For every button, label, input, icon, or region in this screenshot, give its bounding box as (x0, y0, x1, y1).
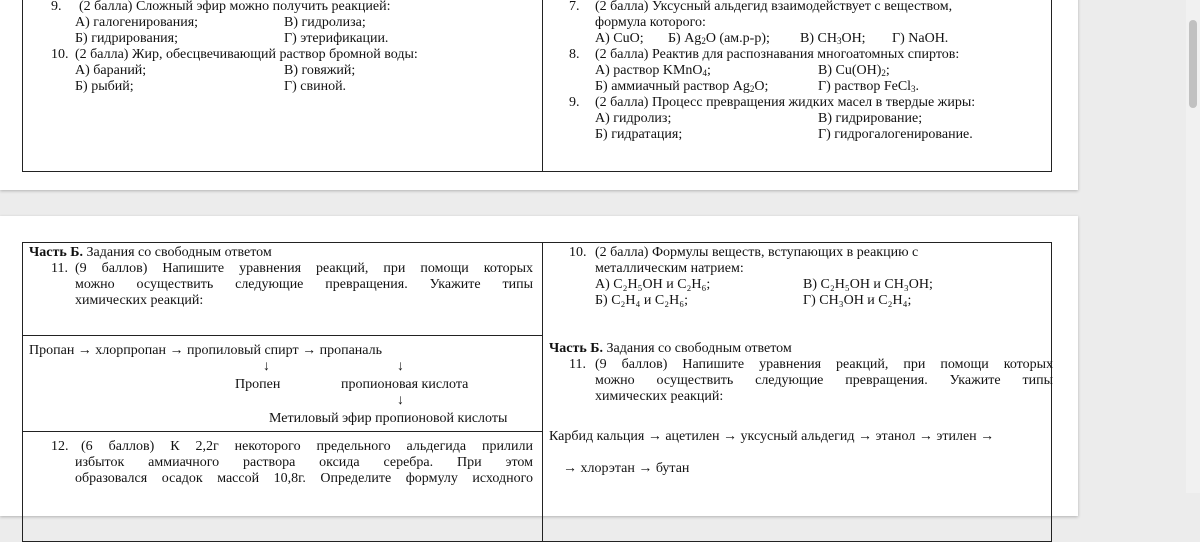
transformation-scheme-right-row-1: Карбид кальция → ацетилен → уксусный альдегид → этанол → этилен → (549, 429, 995, 444)
question-8-option-v: В) $Cu(OH)_2$; (818, 63, 890, 78)
question-7-text-2: формула которого: (595, 15, 706, 30)
question-8-option-a: А) раствор KMnO$_4$; (595, 63, 711, 78)
arrow-down-1: ↓ (263, 359, 270, 374)
question-11-number: 11. (51, 261, 68, 276)
question-9-number: 9. (51, 0, 62, 14)
question-10-option-v: В) говяжий; (284, 63, 356, 78)
question-7-option-a: А) CuO; (595, 31, 644, 46)
question-9r-option-b: Б) гидратация; (595, 127, 683, 142)
question-9r-text: (2 балла) Процесс превращения жидких масел в твердые жиры: (595, 95, 976, 110)
vertical-scrollbar[interactable] (1186, 0, 1200, 493)
question-12-line-1: (6 баллов) К 2,2г некоторого предельного альдегида прилили (81, 439, 533, 454)
question-8-number: 8. (569, 47, 580, 62)
document-page-2 (0, 216, 1078, 516)
question-11-line-1: (9 баллов) Напишите уравнения реакций, при помощи которых (75, 261, 533, 276)
transformation-scheme-right-row-2: → хлорэтан → бутан (563, 461, 690, 476)
question-10r-option-b: Б) C₂H₄ и C₂H₆; (595, 293, 689, 308)
question-10r-line-2: металлическим натрием: (595, 261, 744, 276)
question-7-text: (2 балла) Уксусный альдегид взаимодействует с веществом, (595, 0, 953, 14)
transformation-scheme-row-1: Пропан → хлорпропан → пропиловый спирт → пропаналь (29, 343, 382, 358)
question-10r-number: 10. (569, 245, 587, 260)
part-b-heading: Часть Б. Задания со свободным ответом (29, 245, 272, 260)
arrow-down-3: ↓ (397, 393, 404, 408)
question-9r-number: 9. (569, 95, 580, 110)
question-7-option-v: В) $CH_3OH$; (800, 31, 866, 46)
question-9-option-b: Б) гидрирования; (75, 31, 179, 46)
question-11r-line-2: можно осуществить следующие превращения. Укажите типы (595, 373, 1053, 388)
arrow-down-2: ↓ (397, 359, 404, 374)
question-8-option-b: Б) аммиачный раствор $Ag_2O$; (595, 79, 769, 94)
scrollbar-thumb[interactable] (1189, 20, 1197, 108)
question-7-option-b: Б) $Ag_2O$ (ам.р-р); (668, 31, 770, 46)
document-page-1 (0, 0, 1078, 190)
column-divider (542, 243, 543, 541)
question-11-line-2: можно осуществить следующие превращения. Укажите типы (75, 277, 533, 292)
question-12-line-3: образовался осадок массой 10,8г. Определите формулу исходного (75, 471, 533, 486)
question-10-option-g: Г) свиной. (284, 79, 347, 94)
question-11r-line-1: (9 баллов) Напишите уравнения реакций, при помощи которых (595, 357, 1053, 372)
question-11r-line-3: химических реакций: (595, 389, 724, 404)
question-12-line-2: избыток аммиачного раствора оксида серебра. При этом (75, 455, 533, 470)
scheme-propen: Пропен (235, 377, 281, 392)
row-divider (23, 335, 542, 336)
question-10r-option-g: Г) CH₃OH и C₂H₄; (803, 293, 912, 308)
question-10r-option-a: А) C₂H₅OH и C₂H₆; (595, 277, 711, 292)
test-table-1 (22, 0, 1052, 172)
scheme-methyl-ester: Метиловый эфир пропионовой кислоты (269, 411, 508, 426)
question-9-option-a: А) галогенирования; (75, 15, 199, 30)
question-11-line-3: химических реакций: (75, 293, 204, 308)
question-8-option-g: Г) раствор FeCl$_3$. (818, 79, 920, 94)
question-7-number: 7. (569, 0, 580, 14)
question-11r-number: 11. (569, 357, 586, 372)
question-10-number: 10. (51, 47, 69, 62)
question-10-text: (2 балла) Жир, обесцвечивающий раствор бромной воды: (75, 47, 418, 62)
question-12-number: 12. (51, 439, 69, 454)
question-9r-option-g: Г) гидрогалогенирование. (818, 127, 973, 142)
question-10r-option-v: В) C₂H₅OH и CH₃OH; (803, 277, 933, 292)
part-b-heading-right: Часть Б. Задания со свободным ответом (549, 341, 792, 356)
question-9r-option-a: А) гидролиз; (595, 111, 672, 126)
question-7-option-g: Г) NaOH. (892, 31, 949, 46)
question-9-option-v: В) гидролиза; (284, 15, 366, 30)
scheme-propionic-acid: пропионовая кислота (341, 377, 469, 392)
question-8-text: (2 балла) Реактив для распознавания многоатомных спиртов: (595, 47, 960, 62)
question-10r-line-1: (2 балла) Формулы веществ, вступающих в реакцию с (595, 245, 919, 260)
column-divider (542, 0, 543, 171)
row-divider (23, 431, 542, 432)
question-9-option-g: Г) этерификации. (284, 31, 389, 46)
test-table-2 (22, 242, 1052, 542)
question-9r-option-v: В) гидрирование; (818, 111, 923, 126)
question-10-option-a: А) бараний; (75, 63, 147, 78)
question-10-option-b: Б) рыбий; (75, 79, 134, 94)
question-9-text: (2 балла) Сложный эфир можно получить реакцией: (79, 0, 391, 14)
